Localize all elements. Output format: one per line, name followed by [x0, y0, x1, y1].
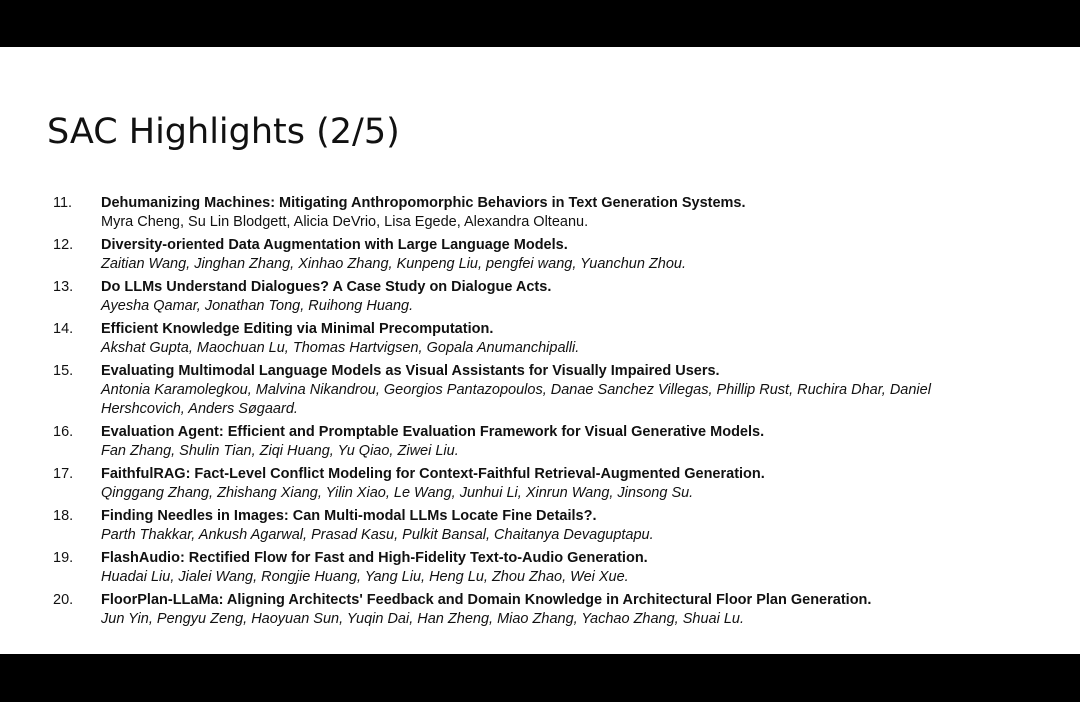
paper-item	[0, 194, 1080, 232]
paper-authors: Myra Cheng, Su Lin Blodgett, Alicia DeVrio, Lisa Egede, Alexandra Olteanu.	[101, 214, 589, 230]
paper-body	[101, 320, 981, 358]
letterbox-bottom	[0, 654, 1080, 702]
paper-item	[0, 591, 1080, 629]
paper-body	[101, 362, 981, 419]
paper-item	[0, 507, 1080, 545]
paper-number: 13.	[53, 279, 74, 295]
paper-authors: Qinggang Zhang, Zhishang Xiang, Yilin Xiao, Le Wang, Junhui Li, Xinrun Wang, Jinsong Su.	[101, 485, 694, 501]
paper-authors: Akshat Gupta, Maochuan Lu, Thomas Hartvigsen, Gopala Anumanchipalli.	[101, 340, 580, 356]
paper-authors: Huadai Liu, Jialei Wang, Rongjie Huang, Yang Liu, Heng Lu, Zhou Zhao, Wei Xue.	[101, 569, 629, 585]
paper-body	[101, 591, 981, 629]
paper-authors: Parth Thakkar, Ankush Agarwal, Prasad Kasu, Pulkit Bansal, Chaitanya Devaguptapu.	[101, 527, 654, 543]
paper-number: 17.	[53, 466, 74, 482]
paper-title: Efficient Knowledge Editing via Minimal Precomputation.	[101, 321, 494, 337]
paper-number: 19.	[53, 550, 74, 566]
paper-body	[101, 278, 981, 316]
paper-title: Evaluation Agent: Efficient and Promptable Evaluation Framework for Visual Generative Models.	[101, 424, 765, 440]
paper-number: 14.	[53, 321, 74, 337]
paper-item	[0, 362, 1080, 419]
paper-body	[101, 423, 981, 461]
paper-item	[0, 549, 1080, 587]
paper-body	[101, 194, 981, 232]
paper-title: FaithfulRAG: Fact-Level Conflict Modeling for Context-Faithful Retrieval-Augmented Generation.	[101, 466, 765, 482]
paper-authors: Antonia Karamolegkou, Malvina Nikandrou, Georgios Pantazopoulos, Danae Sanchez Villegas, Phillip Rust, Ruchira Dhar, Daniel Hershcovich, Anders Søgaard.	[101, 382, 931, 417]
paper-body	[101, 507, 981, 545]
paper-number: 16.	[53, 424, 74, 440]
paper-title: Dehumanizing Machines: Mitigating Anthropomorphic Behaviors in Text Generation Systems.	[101, 195, 746, 211]
slide	[0, 47, 1080, 654]
paper-item	[0, 320, 1080, 358]
paper-title: FlashAudio: Rectified Flow for Fast and High-Fidelity Text-to-Audio Generation.	[101, 550, 648, 566]
paper-authors: Zaitian Wang, Jinghan Zhang, Xinhao Zhang, Kunpeng Liu, pengfei wang, Yuanchun Zhou.	[101, 256, 686, 272]
letterbox-top	[0, 0, 1080, 47]
paper-item	[0, 465, 1080, 503]
paper-authors: Ayesha Qamar, Jonathan Tong, Ruihong Huang.	[101, 298, 414, 314]
paper-title: Finding Needles in Images: Can Multi-modal LLMs Locate Fine Details?.	[101, 508, 597, 524]
paper-number: 11.	[53, 195, 73, 211]
paper-number: 15.	[53, 363, 74, 379]
paper-item	[0, 278, 1080, 316]
paper-item	[0, 423, 1080, 461]
slide-title: SAC Highlights (2/5)	[47, 112, 400, 152]
paper-title: Evaluating Multimodal Language Models as Visual Assistants for Visually Impaired Users.	[101, 363, 720, 379]
paper-item	[0, 236, 1080, 274]
paper-body	[101, 236, 981, 274]
paper-title: Diversity-oriented Data Augmentation with Large Language Models.	[101, 237, 568, 253]
paper-body	[101, 465, 981, 503]
paper-authors: Fan Zhang, Shulin Tian, Ziqi Huang, Yu Qiao, Ziwei Liu.	[101, 443, 459, 459]
paper-authors: Jun Yin, Pengyu Zeng, Haoyuan Sun, Yuqin Dai, Han Zheng, Miao Zhang, Yachao Zhang, Shuai Lu.	[101, 611, 745, 627]
paper-list	[0, 194, 1080, 633]
paper-number: 20.	[53, 592, 74, 608]
paper-title: FloorPlan-LLaMa: Aligning Architects' Feedback and Domain Knowledge in Architectural Floor Plan Generation.	[101, 592, 872, 608]
paper-number: 12.	[53, 237, 74, 253]
paper-number: 18.	[53, 508, 74, 524]
paper-title: Do LLMs Understand Dialogues? A Case Study on Dialogue Acts.	[101, 279, 552, 295]
paper-body	[101, 549, 981, 587]
